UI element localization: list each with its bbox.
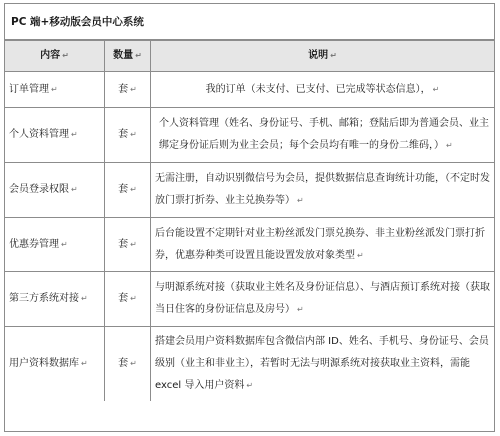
- row-desc: 个人资料管理（姓名、身份证号、手机、邮箱；登陆后即为普通会员、业主绑定身份证后则为业主会员；每个会员均有唯一的身份二维码，） ↵: [151, 108, 495, 163]
- row-name: 第三方系统对接 ↵: [5, 272, 105, 327]
- row-qty: 套 ↵: [105, 218, 151, 272]
- row-name: 个人资料管理 ↵: [5, 108, 105, 163]
- row-desc: 搭建会员用户资料数据库包含微信内部 ID、姓名、手机号、身份证号、会员级别（业主和非业主），若暂时无法与明源系统对接获取业主资料，需能 excel 导入用户资料 ↵: [151, 327, 495, 401]
- row-desc: 我的订单（未支付、已支付、已完成等状态信息）， ↵: [151, 72, 495, 108]
- row-qty: 套 ↵: [105, 163, 151, 218]
- row-desc: 与明源系统对接（获取业主姓名及身份证信息）、与酒店预订系统对接（获取当日住客的身份证信息及房号） ↵: [151, 272, 495, 327]
- table-row: [5, 218, 494, 272]
- header-quantity: 数量 ↵: [105, 41, 151, 72]
- row-name: 用户资料数据库 ↵: [5, 327, 105, 401]
- table-title: [5, 4, 494, 40]
- row-desc: 后台能设置不定期针对业主粉丝派发门票兑换券、非主业粉丝派发门票打折券，优惠券种类可设置且能设置发放对象类型 ↵: [151, 218, 495, 272]
- table-row: [5, 272, 494, 327]
- row-qty: 套 ↵: [105, 72, 151, 108]
- row-qty: 套 ↵: [105, 327, 151, 401]
- header-description: 说明 ↵: [151, 41, 495, 72]
- table-row: [5, 108, 494, 163]
- table-row: [5, 72, 494, 108]
- table-title-text: PC 端+移动版会员中心系统: [11, 16, 144, 28]
- header-content: 内容 ↵: [5, 41, 105, 72]
- header-row: [5, 41, 494, 72]
- row-name: 会员登录权限 ↵: [5, 163, 105, 218]
- feature-table: [5, 40, 494, 401]
- table-row: [5, 163, 494, 218]
- row-desc: 无需注册，自动识别微信号为会员，提供数据信息查询统计功能，（不定时发放门票打折券、业主兑换券等） ↵: [151, 163, 495, 218]
- table-row: [5, 327, 494, 401]
- row-name: 订单管理 ↵: [5, 72, 105, 108]
- row-name: 优惠券管理 ↵: [5, 218, 105, 272]
- document-table: [4, 3, 495, 432]
- row-qty: 套 ↵: [105, 108, 151, 163]
- row-qty: 套 ↵: [105, 272, 151, 327]
